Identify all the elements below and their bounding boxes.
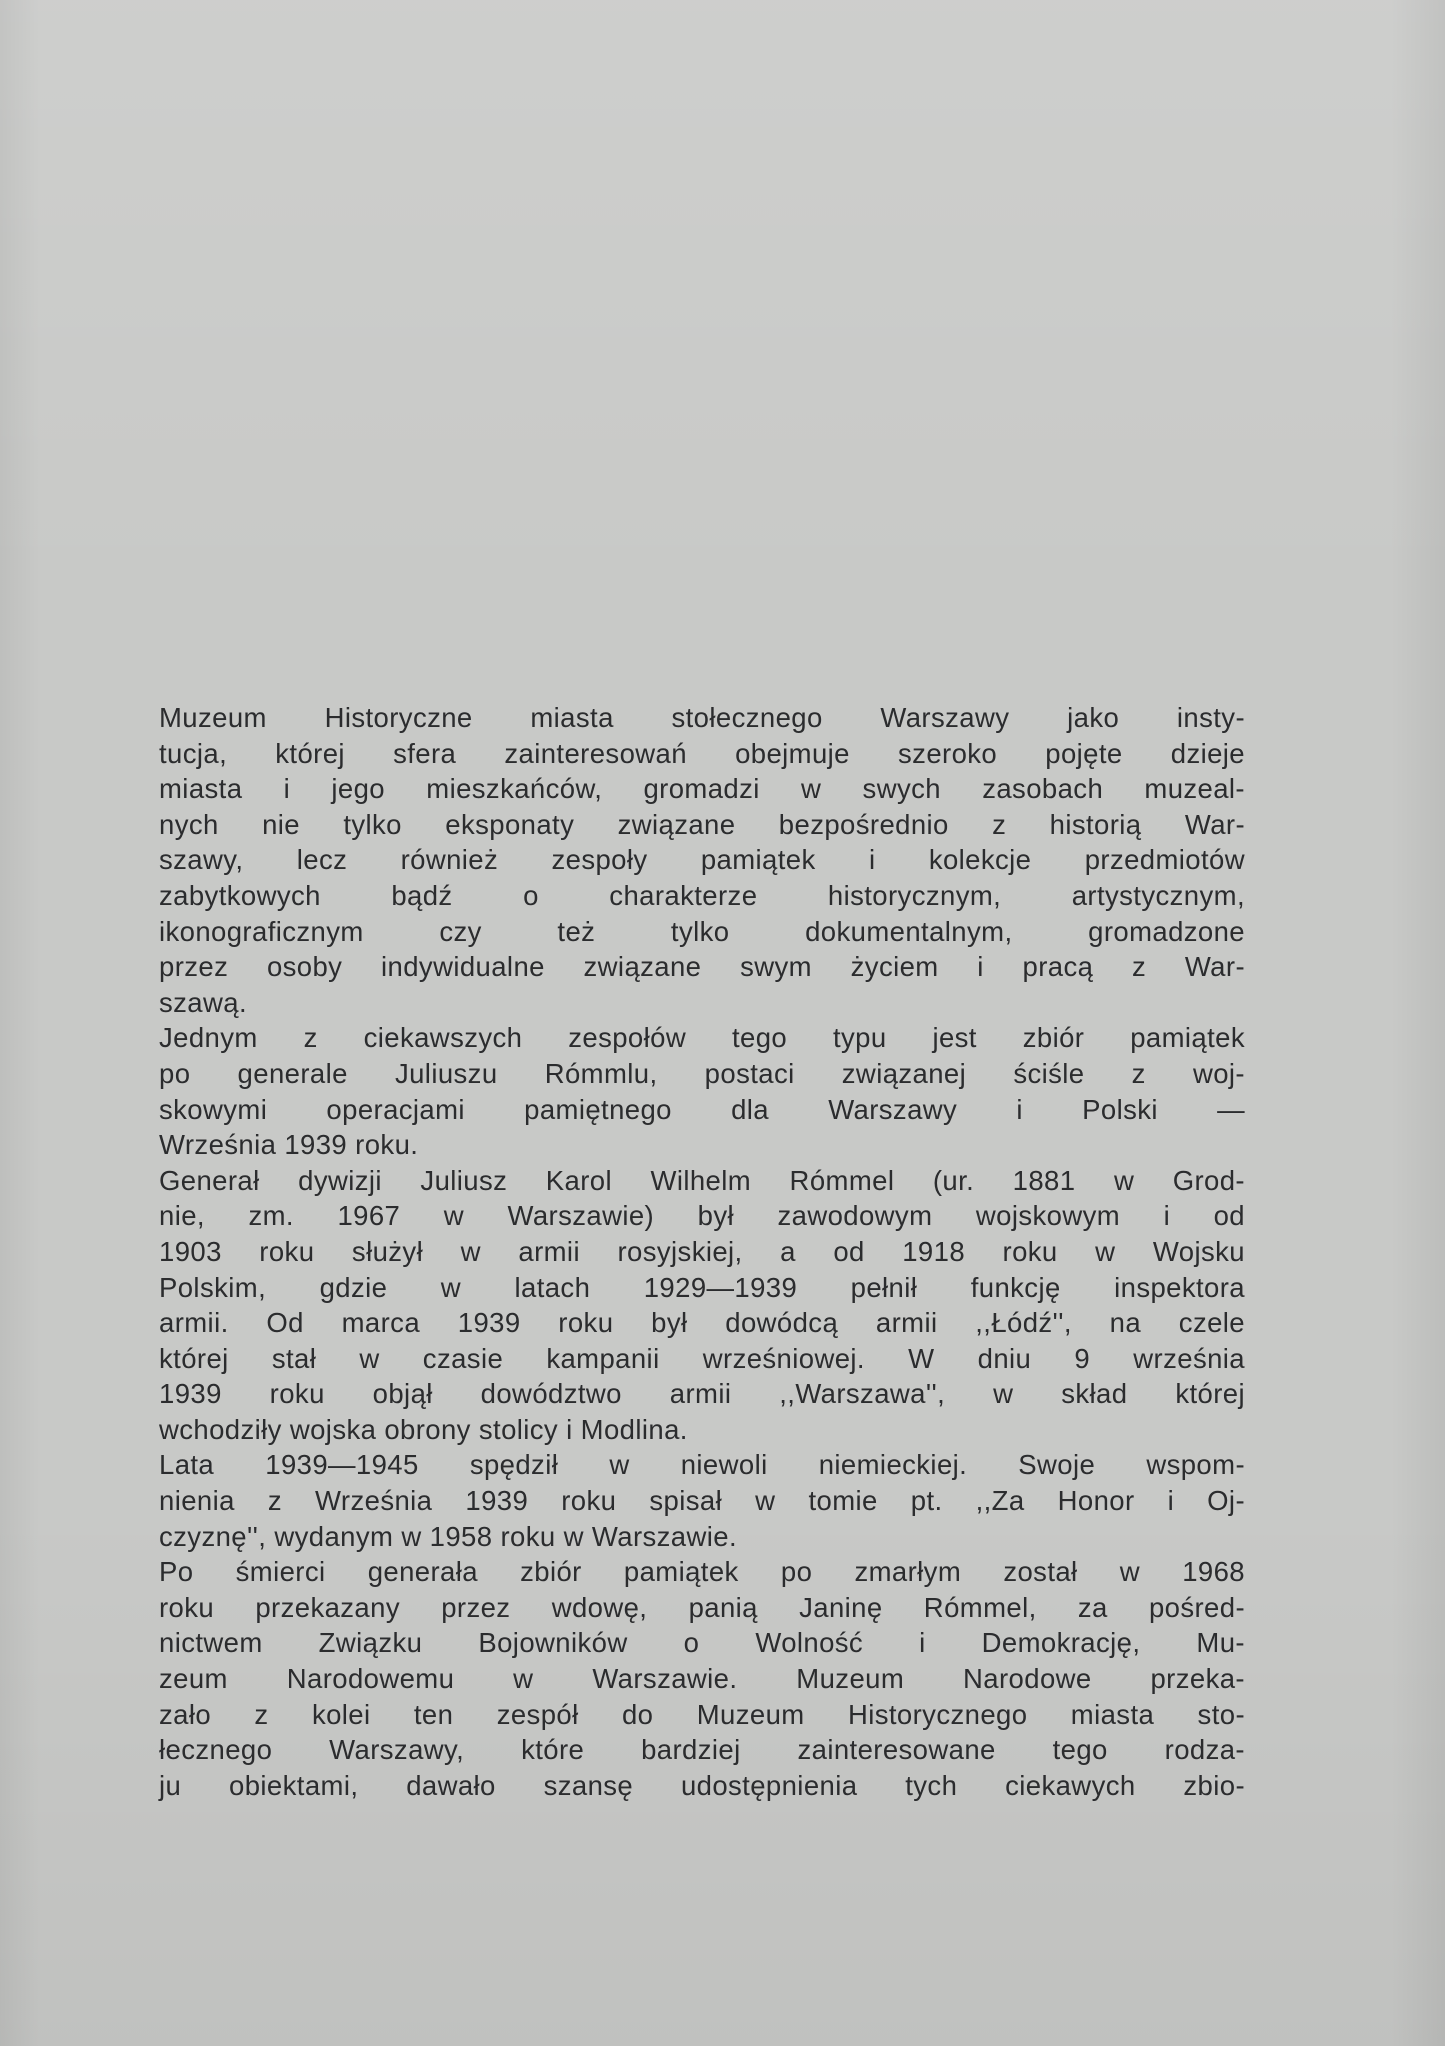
text-line: Września 1939 roku.	[159, 1129, 419, 1161]
text-line: zeum Narodowemu w Warszawie. Muzeum Narodowe przeka-	[159, 1663, 1245, 1695]
paragraph	[159, 1020, 1245, 1162]
text-line: skowymi operacjami pamiętnego dla Warszawy i Polski —	[159, 1093, 1245, 1125]
text-line: miasta i jego mieszkańców, gromadzi w swych zasobach muzeal-	[159, 773, 1245, 805]
text-line: roku przekazany przez wdowę, panią Janinę Rómmel, za pośred-	[159, 1591, 1245, 1623]
text-line: 1939 roku objął dowództwo armii ,,Warszawa'', w skład której	[159, 1378, 1245, 1410]
text-line: przez osoby indywidualne związane swym życiem i pracą z War-	[159, 951, 1245, 983]
paragraph	[159, 700, 1245, 1020]
text-line: nie, zm. 1967 w Warszawie) był zawodowym wojskowym i od	[159, 1200, 1245, 1232]
text-line: Muzeum Historyczne miasta stołecznego Warszawy jako insty-	[159, 702, 1245, 733]
text-line: po generale Juliuszu Rómmlu, postaci związanej ściśle z woj-	[159, 1057, 1245, 1089]
text-line: 1903 roku służył w armii rosyjskiej, a od 1918 roku w Wojsku	[159, 1235, 1245, 1267]
text-line: Lata 1939—1945 spędził w niewoli niemieckiej. Swoje wspom-	[159, 1449, 1245, 1481]
text-line: ju obiektami, dawało szansę udostępnienia tych ciekawych zbio-	[159, 1769, 1245, 1801]
text-line: czyznę'', wydanym w 1958 roku w Warszawie.	[159, 1520, 737, 1552]
text-line: Jednym z ciekawszych zespołów tego typu jest zbiór pamiątek	[159, 1022, 1245, 1054]
text-line: Generał dywizji Juliusz Karol Wilhelm Rómmel (ur. 1881 w Grod-	[159, 1164, 1245, 1196]
text-line: łecznego Warszawy, które bardziej zainteresowane tego rodza-	[159, 1734, 1245, 1766]
text-line: Po śmierci generała zbiór pamiątek po zmarłym został w 1968	[159, 1556, 1245, 1588]
text-line: tucja, której sfera zainteresowań obejmuje szeroko pojęte dzieje	[159, 737, 1245, 769]
text-line: nienia z Września 1939 roku spisał w tomie pt. ,,Za Honor i Oj-	[159, 1485, 1245, 1517]
text-line: ikonograficznym czy też tylko dokumentalnym, gromadzone	[159, 915, 1245, 947]
text-line: nictwem Związku Bojowników o Wolność i Demokrację, Mu-	[159, 1627, 1245, 1659]
text-line: szawy, lecz również zespoły pamiątek i kolekcje przedmiotów	[159, 844, 1245, 876]
text-line: wchodziły wojska obrony stolicy i Modlina.	[159, 1413, 688, 1445]
text-line: szawą.	[159, 986, 247, 1018]
text-line: Polskim, gdzie w latach 1929—1939 pełnił funkcję inspektora	[159, 1271, 1245, 1303]
body-text	[159, 700, 1245, 1803]
text-line: której stał w czasie kampanii wrześniowej. W dniu 9 września	[159, 1342, 1245, 1374]
text-line: zało z kolei ten zespół do Muzeum Historycznego miasta sto-	[159, 1698, 1245, 1730]
text-line: zabytkowych bądź o charakterze historycznym, artystycznym,	[159, 879, 1245, 911]
text-line: nych nie tylko eksponaty związane bezpośrednio z historią War-	[159, 808, 1245, 840]
paragraph	[159, 1447, 1245, 1554]
paragraph	[159, 1554, 1245, 1803]
paragraph	[159, 1163, 1245, 1448]
text-line: armii. Od marca 1939 roku był dowódcą armii ,,Łódź'', na czele	[159, 1307, 1245, 1339]
